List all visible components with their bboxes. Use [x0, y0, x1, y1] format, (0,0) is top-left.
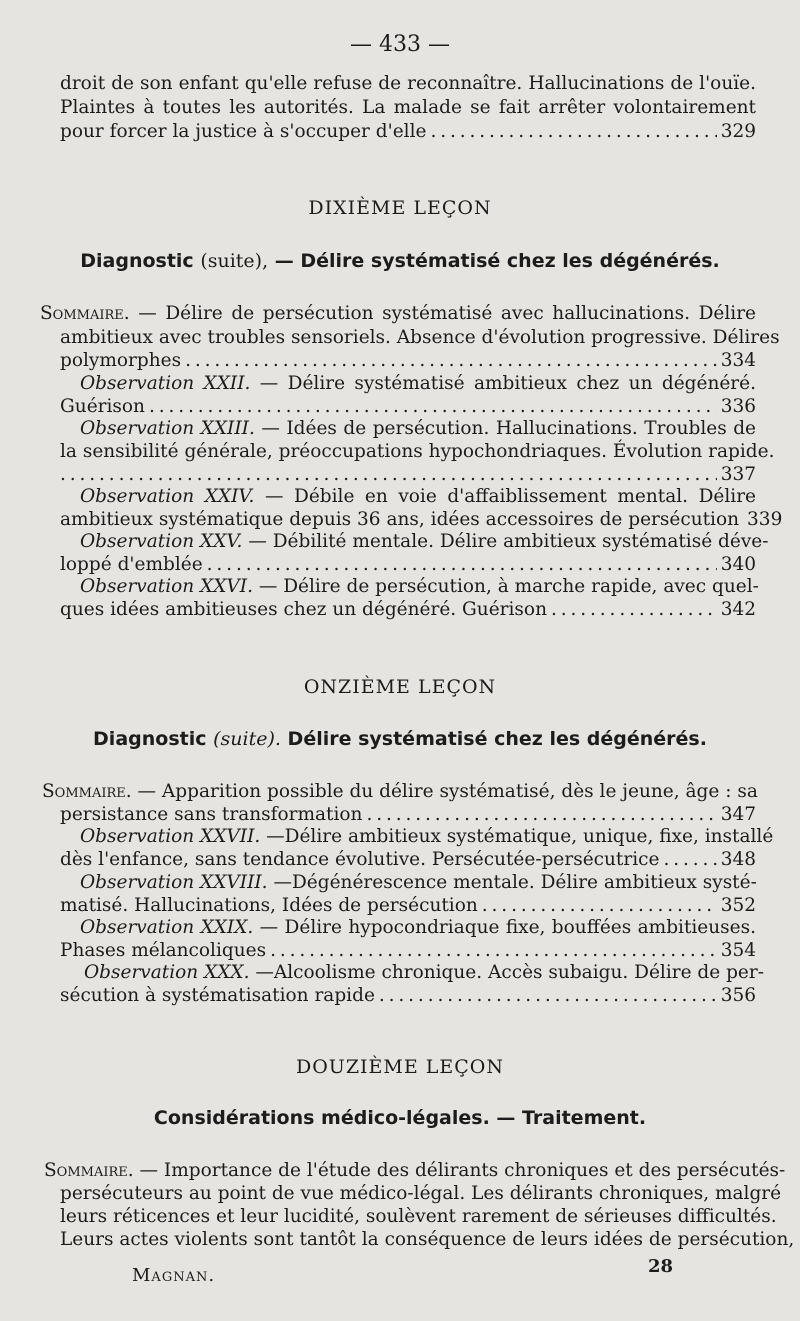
- toc-entry: [60, 554, 756, 576]
- observation-label: Observation XXX.: [84, 962, 250, 983]
- leader-dots: [270, 940, 717, 962]
- toc-entry: [60, 464, 756, 486]
- observation-line: [80, 917, 756, 939]
- entry-text: pour forcer la justice à s'occuper d'elle: [60, 121, 427, 142]
- heading-part: (suite).: [213, 728, 281, 750]
- sommaire-text: — Importance de l'étude des délirants chroniques et des persécutés-: [139, 1160, 786, 1181]
- entry-text: dès l'enfance, sans tendance évolutive. Persécutée-persécutrice: [60, 849, 660, 870]
- leader-dots: [551, 599, 717, 621]
- sommaire-line: [40, 303, 756, 325]
- page-ref: 354: [720, 940, 756, 961]
- entry-text: loppé d'emblée: [60, 554, 203, 575]
- page-ref: 342: [720, 599, 756, 620]
- sommaire-line: persécuteurs au point de vue médico-légal. Les délirants chroniques, malgré: [60, 1183, 782, 1204]
- page-ref: 356: [720, 985, 756, 1006]
- sommaire-line: [42, 781, 756, 803]
- page-ref: 348: [720, 849, 756, 870]
- lecon-title: DOUZIÈME LEÇON: [296, 1056, 504, 1078]
- entry-text: polymorphes: [60, 350, 182, 371]
- lecon-title: DIXIÈME LEÇON: [308, 197, 492, 219]
- leader-dots: [207, 554, 717, 576]
- observation-text: — Délire hypocondriaque fixe, bouffées ambitieuses.: [259, 917, 756, 938]
- observation-line: [80, 576, 759, 598]
- heading-part: Délire systématisé chez les dégénérés.: [287, 728, 707, 750]
- observation-text: — Idées de persécution. Hallucinations. Troubles de: [261, 418, 756, 439]
- page-ref: 340: [720, 554, 756, 575]
- entry-text: ambitieux systématique depuis 36 ans, idées accessoires de persécution: [60, 509, 740, 530]
- sommaire-line: leurs réticences et leur lucidité, soulèvent rarement de sérieuses difficultés.: [60, 1206, 777, 1227]
- sommaire-label: Sommaire.: [42, 781, 132, 802]
- leader-dots: [430, 121, 716, 143]
- sommaire-line: ambitieux avec troubles sensoriels. Absence d'évolution progressive. Délires: [60, 327, 780, 348]
- observation-label: Observation XXV.: [80, 531, 243, 552]
- observation-text: — Débile en voie d'affaiblissement mental. Délire: [264, 486, 756, 507]
- observation-label: Observation XXIV.: [80, 486, 255, 507]
- observation-label: Observation XXIII.: [80, 418, 255, 439]
- toc-entry: [60, 804, 756, 826]
- entry-text: matisé. Hallucinations, Idées de persécution: [60, 895, 478, 916]
- observation-label: Observation XXVI.: [80, 576, 253, 597]
- observation-line: [80, 418, 756, 440]
- page-ref: 339: [747, 509, 783, 530]
- lecon-heading: [0, 250, 800, 272]
- page-ref: 329: [720, 121, 756, 142]
- leader-dots: [149, 396, 717, 418]
- entry-text: Phases mélancoliques: [60, 940, 267, 961]
- page-ref: 334: [720, 350, 756, 371]
- sommaire-label: Sommaire.: [44, 1160, 134, 1181]
- page-ref: 337: [720, 464, 756, 485]
- leader-dots: [366, 804, 716, 826]
- leader-dots: [379, 985, 717, 1007]
- sommaire-line: [44, 1160, 786, 1182]
- author-footer: Magnan.: [132, 1265, 216, 1286]
- heading-part: — Délire systématisé chez les dégénérés.: [274, 250, 720, 272]
- observation-text: —Alcoolisme chronique. Accès subaigu. Délire de per-: [255, 962, 764, 983]
- text-line: droit de son enfant qu'elle refuse de reconnaître. Hallucinations de l'ouïe.: [60, 73, 756, 94]
- leader-dots: [185, 350, 717, 372]
- lecon-title: ONZIÈME LEÇON: [303, 676, 497, 698]
- observation-label: Observation XXVIII.: [80, 872, 268, 893]
- toc-entry: [60, 940, 756, 962]
- page-ref: 347: [720, 804, 756, 825]
- lecon-heading: [0, 728, 800, 750]
- page-ref: 336: [720, 396, 756, 417]
- observation-line: [80, 486, 756, 508]
- observation-text: — Délire systématisé ambitieux chez un dégénéré.: [259, 373, 756, 394]
- observation-label: Observation XXVII.: [80, 826, 261, 847]
- page-ref: 352: [720, 895, 756, 916]
- sommaire-text: — Apparition possible du délire systématisé, dès le jeune, âge : sa: [137, 781, 758, 802]
- toc-entry: [60, 599, 756, 621]
- page-number: — 433 —: [350, 32, 450, 57]
- observation-line: la sensibilité générale, préoccupations hypochondriaques. Évolution rapide.: [60, 441, 775, 462]
- text-line: Plaintes à toutes les autorités. La malade se fait arrêter volontairement: [60, 97, 756, 118]
- observation-line: [80, 531, 769, 553]
- toc-entry: [60, 396, 756, 418]
- toc-entry: [60, 895, 756, 917]
- toc-entry: [60, 121, 756, 143]
- entry-text: persistance sans transformation: [60, 804, 363, 825]
- observation-line: [84, 962, 764, 984]
- sommaire-label: Sommaire.: [40, 303, 130, 324]
- observation-text: — Délire de persécution, à marche rapide, avec quel-: [258, 576, 759, 597]
- observation-text: —Dégénérescence mentale. Délire ambitieux systé-: [273, 872, 757, 893]
- heading-part: Diagnostic: [93, 728, 207, 750]
- observation-text: —Délire ambitieux systématique, unique, fixe, installé: [266, 826, 774, 847]
- observation-line: [80, 373, 756, 395]
- sommaire-line: Leurs actes violents sont tantôt la conséquence de leurs idées de persécution,: [60, 1229, 795, 1250]
- leader-dots: [663, 849, 716, 871]
- observation-line: [80, 872, 756, 894]
- toc-entry: [60, 350, 756, 372]
- toc-entry: [60, 985, 756, 1007]
- signature-mark: 28: [648, 1256, 674, 1277]
- lecon-heading: Considérations médico-légales. — Traitement.: [153, 1107, 647, 1129]
- toc-entry: [60, 849, 756, 871]
- leader-dots: [60, 464, 717, 486]
- leader-dots: [482, 895, 717, 917]
- entry-text: sécution à systématisation rapide: [60, 985, 375, 1006]
- observation-label: Observation XXII.: [80, 373, 251, 394]
- toc-entry: [60, 509, 783, 531]
- entry-text: ques idées ambitieuses chez un dégénéré. Guérison: [60, 599, 547, 620]
- observation-line: [80, 826, 774, 848]
- observation-label: Observation XXIX.: [80, 917, 254, 938]
- sommaire-text: — Délire de persécution systématisé avec hallucinations. Délire: [138, 303, 756, 324]
- heading-part: Diagnostic: [80, 250, 194, 272]
- entry-text: Guérison: [60, 396, 145, 417]
- heading-part: (suite),: [200, 250, 269, 272]
- observation-text: — Débilité mentale. Délire ambitieux systématisé déve-: [248, 531, 769, 552]
